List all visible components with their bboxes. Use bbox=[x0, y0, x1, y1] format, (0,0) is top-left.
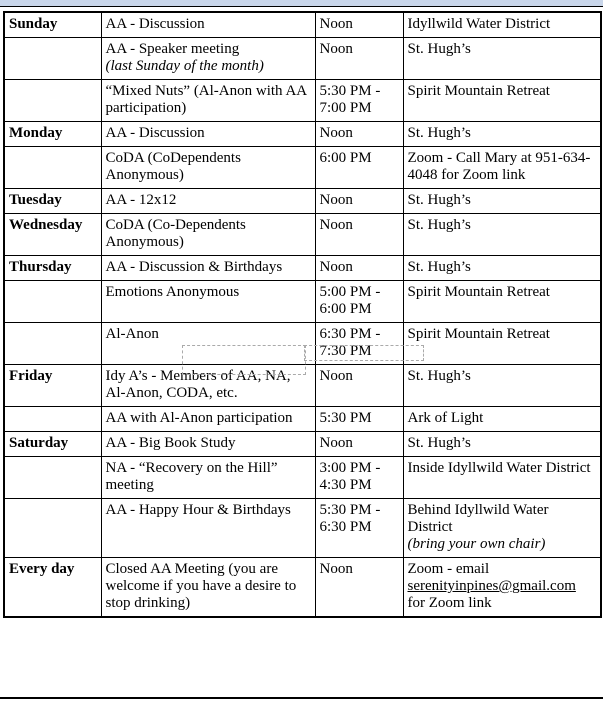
meeting-cell bbox=[101, 281, 315, 323]
meeting-cell bbox=[101, 80, 315, 122]
day-cell bbox=[4, 38, 101, 80]
location-cell bbox=[403, 457, 601, 499]
table-row bbox=[4, 365, 601, 407]
location-cell bbox=[403, 432, 601, 457]
meeting-text: NA - “Recovery on the Hill” meeting bbox=[105, 460, 278, 493]
time-cell bbox=[315, 147, 403, 189]
day-text: Friday bbox=[9, 368, 53, 384]
table-row bbox=[4, 256, 601, 281]
meeting-text: AA - Discussion & Birthdays bbox=[105, 259, 283, 275]
time-cell bbox=[315, 407, 403, 432]
meeting-cell bbox=[101, 323, 315, 365]
meeting-cell bbox=[101, 256, 315, 281]
time-cell bbox=[315, 365, 403, 407]
meeting-text: AA - Happy Hour & Birthdays bbox=[105, 502, 291, 518]
meeting-text: Emotions Anonymous bbox=[105, 284, 240, 300]
day-cell bbox=[4, 457, 101, 499]
table-row bbox=[4, 457, 601, 499]
location-cell bbox=[403, 12, 601, 38]
meeting-text: Al-Anon bbox=[105, 326, 159, 342]
schedule-footer-body bbox=[4, 558, 601, 618]
time-cell bbox=[315, 323, 403, 365]
time-text: Noon bbox=[319, 435, 353, 451]
location-text: Spirit Mountain Retreat bbox=[407, 83, 550, 99]
time-text: Noon bbox=[319, 217, 353, 233]
day-cell bbox=[4, 12, 101, 38]
day-cell bbox=[4, 147, 101, 189]
day-cell bbox=[4, 122, 101, 147]
meeting-cell bbox=[101, 365, 315, 407]
location-cell bbox=[403, 80, 601, 122]
location-text: Spirit Mountain Retreat bbox=[407, 326, 550, 342]
location-suffix: for Zoom link bbox=[407, 595, 492, 611]
table-row bbox=[4, 499, 601, 558]
time-cell bbox=[315, 256, 403, 281]
meeting-note: (last Sunday of the month) bbox=[105, 58, 264, 74]
day-cell bbox=[4, 407, 101, 432]
time-text: 5:30 PM bbox=[319, 410, 372, 426]
meeting-schedule-table bbox=[3, 11, 602, 618]
meeting-cell bbox=[101, 38, 315, 80]
meeting-text: AA - Big Book Study bbox=[105, 435, 236, 451]
time-text: Noon bbox=[319, 16, 353, 32]
meeting-text: AA - 12x12 bbox=[105, 192, 177, 208]
meeting-text: CoDA (Co-Dependents Anonymous) bbox=[105, 217, 246, 250]
table-row bbox=[4, 407, 601, 432]
meeting-cell bbox=[101, 457, 315, 499]
bottom-rule bbox=[0, 697, 603, 699]
time-text: 5:30 PM - 7:00 PM bbox=[319, 83, 381, 116]
location-cell bbox=[403, 189, 601, 214]
header-band bbox=[0, 0, 603, 7]
day-cell bbox=[4, 214, 101, 256]
table-row bbox=[4, 189, 601, 214]
day-text: Wednesday bbox=[9, 217, 83, 233]
table-row bbox=[4, 12, 601, 38]
location-cell bbox=[403, 365, 601, 407]
location-cell bbox=[403, 323, 601, 365]
time-cell bbox=[315, 281, 403, 323]
location-text: St. Hugh’s bbox=[407, 435, 471, 451]
meeting-cell bbox=[101, 499, 315, 558]
schedule-body bbox=[4, 12, 601, 558]
location-text: Idyllwild Water District bbox=[407, 16, 551, 32]
location-text: St. Hugh’s bbox=[407, 368, 471, 384]
day-cell bbox=[4, 365, 101, 407]
day-cell bbox=[4, 189, 101, 214]
time-cell bbox=[315, 432, 403, 457]
location-prefix: Zoom - email bbox=[407, 561, 490, 577]
day-cell bbox=[4, 323, 101, 365]
day-cell bbox=[4, 80, 101, 122]
time-cell bbox=[315, 499, 403, 558]
time-text: 6:00 PM bbox=[319, 150, 372, 166]
day-cell bbox=[4, 256, 101, 281]
day-text: Sunday bbox=[9, 16, 58, 32]
meeting-cell bbox=[101, 407, 315, 432]
time-cell: Noon bbox=[315, 558, 403, 618]
table-row bbox=[4, 281, 601, 323]
location-text: Spirit Mountain Retreat bbox=[407, 284, 550, 300]
meeting-text: Idy A’s - Members of AA, NA, Al-Anon, CODA, etc. bbox=[105, 368, 291, 401]
meeting-text: AA - Discussion bbox=[105, 16, 205, 32]
location-cell bbox=[403, 38, 601, 80]
meeting-cell: Closed AA Meeting (you are welcome if you have a desire to stop drinking) bbox=[101, 558, 315, 618]
time-cell bbox=[315, 189, 403, 214]
time-cell bbox=[315, 80, 403, 122]
time-cell bbox=[315, 12, 403, 38]
meeting-cell bbox=[101, 189, 315, 214]
time-cell bbox=[315, 457, 403, 499]
location-text: Inside Idyllwild Water District bbox=[407, 460, 591, 476]
time-cell bbox=[315, 38, 403, 80]
time-text: Noon bbox=[319, 368, 353, 384]
day-cell bbox=[4, 432, 101, 457]
day-cell: Every day bbox=[4, 558, 101, 618]
meeting-cell bbox=[101, 147, 315, 189]
location-text: Behind Idyllwild Water District bbox=[407, 502, 549, 535]
time-text: 5:30 PM - 6:30 PM bbox=[319, 502, 381, 535]
location-note: (bring your own chair) bbox=[407, 536, 546, 552]
meeting-text: “Mixed Nuts” (Al-Anon with AA participation) bbox=[105, 83, 307, 116]
location-text: Zoom - Call Mary at 951-634-4048 for Zoom link bbox=[407, 150, 591, 183]
time-text: 5:00 PM - 6:00 PM bbox=[319, 284, 381, 317]
table-row bbox=[4, 432, 601, 457]
day-cell bbox=[4, 499, 101, 558]
meeting-text: CoDA (CoDependents Anonymous) bbox=[105, 150, 241, 183]
time-text: Noon bbox=[319, 125, 353, 141]
day-text: Monday bbox=[9, 125, 63, 141]
table-row bbox=[4, 80, 601, 122]
location-cell bbox=[403, 499, 601, 558]
location-cell bbox=[403, 256, 601, 281]
time-text: Noon bbox=[319, 259, 353, 275]
location-text: Ark of Light bbox=[407, 410, 484, 426]
table-row bbox=[4, 214, 601, 256]
time-cell bbox=[315, 122, 403, 147]
meeting-cell bbox=[101, 432, 315, 457]
meeting-text: AA - Discussion bbox=[105, 125, 205, 141]
table-row bbox=[4, 122, 601, 147]
day-cell bbox=[4, 281, 101, 323]
location-cell bbox=[403, 558, 601, 618]
time-cell bbox=[315, 214, 403, 256]
location-text: St. Hugh’s bbox=[407, 192, 471, 208]
location-cell bbox=[403, 407, 601, 432]
time-text: Noon bbox=[319, 192, 353, 208]
time-text: 3:00 PM - 4:30 PM bbox=[319, 460, 381, 493]
day-text: Saturday bbox=[9, 435, 69, 451]
meeting-cell bbox=[101, 214, 315, 256]
table-row bbox=[4, 147, 601, 189]
location-cell bbox=[403, 214, 601, 256]
location-cell bbox=[403, 281, 601, 323]
location-cell bbox=[403, 147, 601, 189]
meeting-text: AA - Speaker meeting bbox=[105, 41, 240, 57]
day-text: Thursday bbox=[9, 259, 72, 275]
table-row bbox=[4, 323, 601, 365]
location-text: St. Hugh’s bbox=[407, 259, 471, 275]
meeting-cell bbox=[101, 12, 315, 38]
location-cell bbox=[403, 122, 601, 147]
location-text: St. Hugh’s bbox=[407, 41, 471, 57]
location-text: St. Hugh’s bbox=[407, 125, 471, 141]
day-text: Tuesday bbox=[9, 192, 62, 208]
table-row bbox=[4, 38, 601, 80]
location-text: St. Hugh’s bbox=[407, 217, 471, 233]
meeting-cell bbox=[101, 122, 315, 147]
time-text: Noon bbox=[319, 41, 353, 57]
email-link[interactable]: serenityinpines@gmail.com bbox=[407, 578, 576, 594]
meeting-text: AA with Al-Anon participation bbox=[105, 410, 293, 426]
time-text: 6:30 PM - 7:30 PM bbox=[319, 326, 381, 359]
table-row-every-day bbox=[4, 558, 601, 618]
